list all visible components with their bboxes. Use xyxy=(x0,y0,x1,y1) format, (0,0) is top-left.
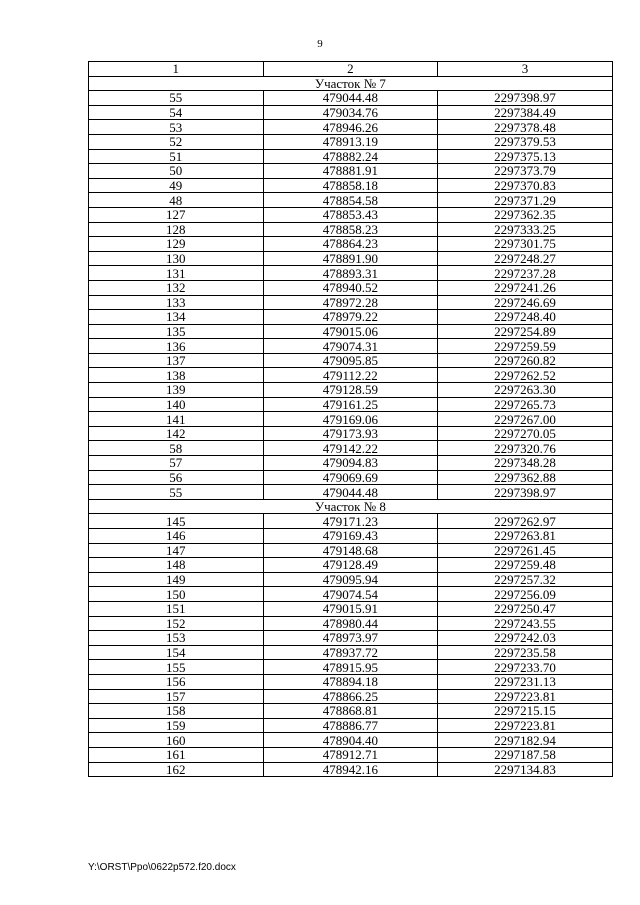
y-coordinate-cell: 2297248.40 xyxy=(438,310,613,325)
x-coordinate-cell: 479015.06 xyxy=(263,324,438,339)
x-coordinate-cell: 478913.19 xyxy=(263,134,438,149)
x-coordinate-cell: 479128.49 xyxy=(263,558,438,573)
table-row xyxy=(89,134,613,149)
table-row xyxy=(89,485,613,500)
x-coordinate-cell: 479112.22 xyxy=(263,368,438,383)
section-title-row xyxy=(89,499,613,514)
point-number-cell: 55 xyxy=(89,485,264,500)
point-number-cell: 57 xyxy=(89,456,264,471)
y-coordinate-cell: 2297371.29 xyxy=(438,193,613,208)
point-number-cell: 155 xyxy=(89,660,264,675)
section-title: Участок № 7 xyxy=(89,76,613,91)
y-coordinate-cell: 2297241.26 xyxy=(438,280,613,295)
section-title-row xyxy=(89,76,613,91)
point-number-cell: 48 xyxy=(89,193,264,208)
x-coordinate-cell: 478853.43 xyxy=(263,207,438,222)
table-row xyxy=(89,368,613,383)
y-coordinate-cell: 2297250.47 xyxy=(438,601,613,616)
x-coordinate-cell: 479169.43 xyxy=(263,529,438,544)
point-number-cell: 52 xyxy=(89,134,264,149)
x-coordinate-cell: 478891.90 xyxy=(263,251,438,266)
table-row xyxy=(89,149,613,164)
x-coordinate-cell: 478915.95 xyxy=(263,660,438,675)
y-coordinate-cell: 2297235.58 xyxy=(438,645,613,660)
table-row xyxy=(89,383,613,398)
point-number-cell: 159 xyxy=(89,718,264,733)
y-coordinate-cell: 2297378.48 xyxy=(438,120,613,135)
point-number-cell: 134 xyxy=(89,310,264,325)
table-row xyxy=(89,674,613,689)
column-header: 2 xyxy=(263,62,438,77)
x-coordinate-cell: 478893.31 xyxy=(263,266,438,281)
y-coordinate-cell: 2297223.81 xyxy=(438,689,613,704)
table-row xyxy=(89,660,613,675)
x-coordinate-cell: 479173.93 xyxy=(263,426,438,441)
point-number-cell: 136 xyxy=(89,339,264,354)
x-coordinate-cell: 478886.77 xyxy=(263,718,438,733)
y-coordinate-cell: 2297379.53 xyxy=(438,134,613,149)
y-coordinate-cell: 2297262.52 xyxy=(438,368,613,383)
point-number-cell: 56 xyxy=(89,470,264,485)
y-coordinate-cell: 2297260.82 xyxy=(438,353,613,368)
y-coordinate-cell: 2297373.79 xyxy=(438,164,613,179)
y-coordinate-cell: 2297333.25 xyxy=(438,222,613,237)
table-row xyxy=(89,572,613,587)
point-number-cell: 135 xyxy=(89,324,264,339)
y-coordinate-cell: 2297243.55 xyxy=(438,616,613,631)
y-coordinate-cell: 2297398.97 xyxy=(438,91,613,106)
table-row xyxy=(89,645,613,660)
y-coordinate-cell: 2297246.69 xyxy=(438,295,613,310)
point-number-cell: 139 xyxy=(89,383,264,398)
x-coordinate-cell: 479171.23 xyxy=(263,514,438,529)
point-number-cell: 160 xyxy=(89,733,264,748)
y-coordinate-cell: 2297237.28 xyxy=(438,266,613,281)
point-number-cell: 58 xyxy=(89,441,264,456)
x-coordinate-cell: 479095.85 xyxy=(263,353,438,368)
point-number-cell: 145 xyxy=(89,514,264,529)
table-row xyxy=(89,601,613,616)
table-row xyxy=(89,616,613,631)
x-coordinate-cell: 479044.48 xyxy=(263,485,438,500)
y-coordinate-cell: 2297265.73 xyxy=(438,397,613,412)
point-number-cell: 157 xyxy=(89,689,264,704)
table-row xyxy=(89,747,613,762)
table-row xyxy=(89,543,613,558)
point-number-cell: 148 xyxy=(89,558,264,573)
table-row xyxy=(89,353,613,368)
table-row xyxy=(89,266,613,281)
page-number: 9 xyxy=(317,38,323,50)
table-row xyxy=(89,280,613,295)
point-number-cell: 162 xyxy=(89,762,264,777)
y-coordinate-cell: 2297301.75 xyxy=(438,237,613,252)
point-number-cell: 146 xyxy=(89,529,264,544)
x-coordinate-cell: 479015.91 xyxy=(263,601,438,616)
point-number-cell: 129 xyxy=(89,237,264,252)
x-coordinate-cell: 478980.44 xyxy=(263,616,438,631)
x-coordinate-cell: 479094.83 xyxy=(263,456,438,471)
x-coordinate-cell: 479069.69 xyxy=(263,470,438,485)
x-coordinate-cell: 478868.81 xyxy=(263,704,438,719)
table-row xyxy=(89,207,613,222)
y-coordinate-cell: 2297242.03 xyxy=(438,631,613,646)
section-title: Участок № 8 xyxy=(89,499,613,514)
table-row xyxy=(89,529,613,544)
x-coordinate-cell: 479074.31 xyxy=(263,339,438,354)
point-number-cell: 131 xyxy=(89,266,264,281)
point-number-cell: 138 xyxy=(89,368,264,383)
table-row xyxy=(89,397,613,412)
point-number-cell: 128 xyxy=(89,222,264,237)
y-coordinate-cell: 2297320.76 xyxy=(438,441,613,456)
x-coordinate-cell: 479128.59 xyxy=(263,383,438,398)
point-number-cell: 55 xyxy=(89,91,264,106)
x-coordinate-cell: 479148.68 xyxy=(263,543,438,558)
x-coordinate-cell: 478894.18 xyxy=(263,674,438,689)
y-coordinate-cell: 2297348.28 xyxy=(438,456,613,471)
point-number-cell: 140 xyxy=(89,397,264,412)
y-coordinate-cell: 2297182.94 xyxy=(438,733,613,748)
point-number-cell: 153 xyxy=(89,631,264,646)
table-row xyxy=(89,120,613,135)
table-row xyxy=(89,237,613,252)
x-coordinate-cell: 479034.76 xyxy=(263,105,438,120)
table-row xyxy=(89,193,613,208)
y-coordinate-cell: 2297215.15 xyxy=(438,704,613,719)
table-row xyxy=(89,470,613,485)
table-row xyxy=(89,733,613,748)
y-coordinate-cell: 2297263.30 xyxy=(438,383,613,398)
x-coordinate-cell: 478882.24 xyxy=(263,149,438,164)
y-coordinate-cell: 2297398.97 xyxy=(438,485,613,500)
y-coordinate-cell: 2297270.05 xyxy=(438,426,613,441)
point-number-cell: 161 xyxy=(89,747,264,762)
y-coordinate-cell: 2297233.70 xyxy=(438,660,613,675)
y-coordinate-cell: 2297267.00 xyxy=(438,412,613,427)
point-number-cell: 137 xyxy=(89,353,264,368)
point-number-cell: 127 xyxy=(89,207,264,222)
column-header: 1 xyxy=(89,62,264,77)
y-coordinate-cell: 2297254.89 xyxy=(438,324,613,339)
point-number-cell: 132 xyxy=(89,280,264,295)
x-coordinate-cell: 478937.72 xyxy=(263,645,438,660)
y-coordinate-cell: 2297362.88 xyxy=(438,470,613,485)
x-coordinate-cell: 478854.58 xyxy=(263,193,438,208)
x-coordinate-cell: 478940.52 xyxy=(263,280,438,295)
x-coordinate-cell: 478858.18 xyxy=(263,178,438,193)
point-number-cell: 133 xyxy=(89,295,264,310)
table-row xyxy=(89,339,613,354)
y-coordinate-cell: 2297262.97 xyxy=(438,514,613,529)
x-coordinate-cell: 478942.16 xyxy=(263,762,438,777)
table-row xyxy=(89,631,613,646)
point-number-cell: 53 xyxy=(89,120,264,135)
x-coordinate-cell: 478866.25 xyxy=(263,689,438,704)
table-row xyxy=(89,456,613,471)
point-number-cell: 50 xyxy=(89,164,264,179)
x-coordinate-cell: 479169.06 xyxy=(263,412,438,427)
y-coordinate-cell: 2297259.59 xyxy=(438,339,613,354)
y-coordinate-cell: 2297223.81 xyxy=(438,718,613,733)
x-coordinate-cell: 479044.48 xyxy=(263,91,438,106)
point-number-cell: 142 xyxy=(89,426,264,441)
table-row xyxy=(89,718,613,733)
point-number-cell: 154 xyxy=(89,645,264,660)
table-row xyxy=(89,441,613,456)
point-number-cell: 150 xyxy=(89,587,264,602)
y-coordinate-cell: 2297362.35 xyxy=(438,207,613,222)
y-coordinate-cell: 2297370.83 xyxy=(438,178,613,193)
x-coordinate-cell: 479161.25 xyxy=(263,397,438,412)
x-coordinate-cell: 478946.26 xyxy=(263,120,438,135)
coordinates-table xyxy=(88,61,613,777)
table-row xyxy=(89,689,613,704)
point-number-cell: 149 xyxy=(89,572,264,587)
column-header: 3 xyxy=(438,62,613,77)
x-coordinate-cell: 479074.54 xyxy=(263,587,438,602)
x-coordinate-cell: 478979.22 xyxy=(263,310,438,325)
x-coordinate-cell: 478912.71 xyxy=(263,747,438,762)
x-coordinate-cell: 478881.91 xyxy=(263,164,438,179)
table-header-row xyxy=(89,62,613,77)
point-number-cell: 130 xyxy=(89,251,264,266)
table-row xyxy=(89,426,613,441)
y-coordinate-cell: 2297261.45 xyxy=(438,543,613,558)
y-coordinate-cell: 2297256.09 xyxy=(438,587,613,602)
y-coordinate-cell: 2297384.49 xyxy=(438,105,613,120)
point-number-cell: 54 xyxy=(89,105,264,120)
x-coordinate-cell: 479095.94 xyxy=(263,572,438,587)
x-coordinate-cell: 478864.23 xyxy=(263,237,438,252)
table-row xyxy=(89,178,613,193)
table-row xyxy=(89,310,613,325)
point-number-cell: 151 xyxy=(89,601,264,616)
x-coordinate-cell: 478973.97 xyxy=(263,631,438,646)
table-row xyxy=(89,762,613,777)
file-path-footer: Y:\ORST\Ppo\0622p572.f20.docx xyxy=(88,862,236,873)
table-row xyxy=(89,164,613,179)
point-number-cell: 51 xyxy=(89,149,264,164)
y-coordinate-cell: 2297263.81 xyxy=(438,529,613,544)
y-coordinate-cell: 2297257.32 xyxy=(438,572,613,587)
y-coordinate-cell: 2297231.13 xyxy=(438,674,613,689)
x-coordinate-cell: 478858.23 xyxy=(263,222,438,237)
point-number-cell: 156 xyxy=(89,674,264,689)
table-row xyxy=(89,514,613,529)
table-row xyxy=(89,251,613,266)
table-row xyxy=(89,704,613,719)
point-number-cell: 152 xyxy=(89,616,264,631)
table-row xyxy=(89,105,613,120)
table-row xyxy=(89,587,613,602)
table-row xyxy=(89,91,613,106)
coordinates-table-body xyxy=(89,62,613,777)
table-row xyxy=(89,324,613,339)
y-coordinate-cell: 2297375.13 xyxy=(438,149,613,164)
table-row xyxy=(89,412,613,427)
x-coordinate-cell: 478972.28 xyxy=(263,295,438,310)
point-number-cell: 158 xyxy=(89,704,264,719)
y-coordinate-cell: 2297187.58 xyxy=(438,747,613,762)
y-coordinate-cell: 2297134.83 xyxy=(438,762,613,777)
point-number-cell: 141 xyxy=(89,412,264,427)
table-row xyxy=(89,558,613,573)
x-coordinate-cell: 478904.40 xyxy=(263,733,438,748)
table-row xyxy=(89,222,613,237)
y-coordinate-cell: 2297248.27 xyxy=(438,251,613,266)
y-coordinate-cell: 2297259.48 xyxy=(438,558,613,573)
x-coordinate-cell: 479142.22 xyxy=(263,441,438,456)
table-row xyxy=(89,295,613,310)
point-number-cell: 49 xyxy=(89,178,264,193)
point-number-cell: 147 xyxy=(89,543,264,558)
